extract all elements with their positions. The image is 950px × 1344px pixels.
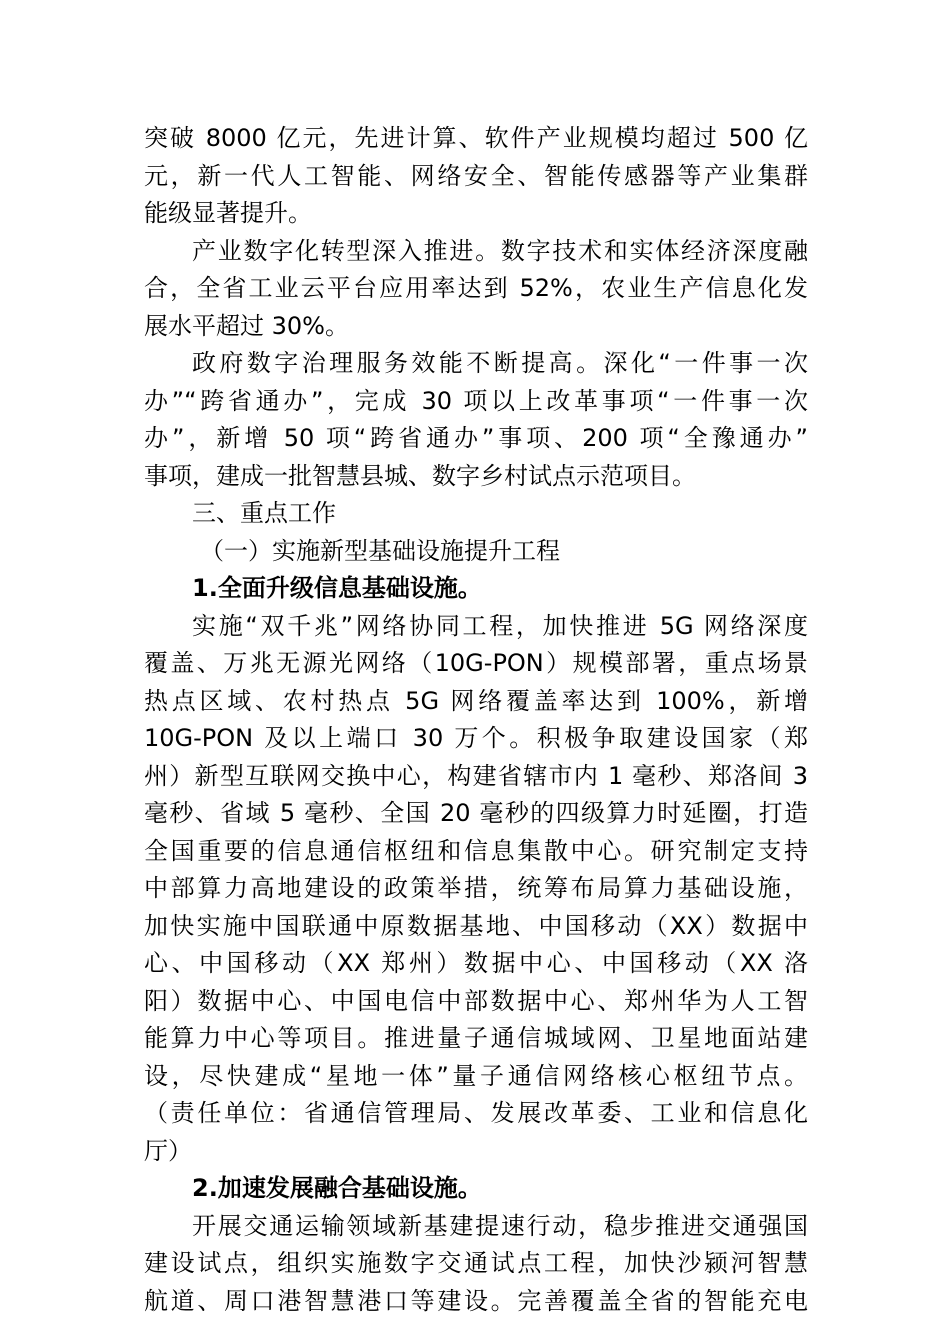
text-line: 元，新一代人工智能、网络安全、智能传感器等产业集群 (144, 161, 808, 190)
text-line: 展水平超过 30%。 (144, 311, 349, 340)
paragraph-start-line: 开展交通运输领域新基建提速行动，稳步推进交通强国 (192, 1211, 808, 1240)
text-line: 全国重要的信息通信枢纽和信息集散中心。研究制定支持 (144, 836, 808, 865)
text-line: 建设试点，组织实施数字交通试点工程，加快沙颍河智慧 (144, 1249, 808, 1277)
text-line: 热点区域、农村热点 5G 网络覆盖率达到 100%，新增 (144, 686, 808, 715)
text-line: 能算力中心等项目。推进量子通信城域网、卫星地面站建 (144, 1024, 808, 1052)
text-line: 事项，建成一批智慧县城、数字乡村试点示范项目。 (144, 461, 696, 490)
text-line: 中部算力高地建设的政策举措，统筹布局算力基础设施， (144, 874, 808, 902)
text-line: 办”，新增 50 项“跨省通办”事项、200 项“全豫通办” (144, 424, 808, 452)
section-heading: 三、重点工作 (192, 499, 336, 527)
text-line: 毫秒、省域 5 毫秒、全国 20 毫秒的四级算力时延圈，打造 (144, 799, 808, 827)
paragraph-start-line: 实施“双千兆”网络协同工程，加快推进 5G 网络深度 (192, 611, 808, 640)
subsection-heading: （一）实施新型基础设施提升工程 (200, 536, 560, 565)
text-line: 合，全省工业云平台应用率达到 52%，农业生产信息化发 (144, 274, 808, 302)
text-line: 州）新型互联网交换中心，构建省辖市内 1 毫秒、郑洛间 3 (144, 761, 808, 790)
document-body (144, 120, 808, 1320)
text-line: 突破 8000 亿元，先进计算、软件产业规模均超过 500 亿 (144, 124, 808, 152)
text-line: 办”“跨省通办”，完成 30 项以上改革事项“一件事一次 (144, 386, 808, 415)
text-line: 10G-PON 及以上端口 30 万个。积极争取建设国家（郑 (144, 724, 808, 752)
text-line: 设，尽快建成“星地一体”量子通信网络核心枢纽节点。 (144, 1061, 808, 1090)
text-line: （责任单位：省通信管理局、发展改革委、工业和信息化 (144, 1099, 808, 1127)
text-line: 能级显著提升。 (144, 199, 312, 227)
item-heading: 1.全面升级信息基础设施。 (192, 574, 482, 602)
text-line: 厅） (144, 1136, 192, 1165)
text-line: 心、中国移动（XX 郑州）数据中心、中国移动（XX 洛 (144, 949, 808, 977)
text-line: 覆盖、万兆无源光网络（10G-PON）规模部署，重点场景 (144, 649, 808, 677)
text-line: 加快实施中国联通中原数据基地、中国移动（XX）数据中 (144, 911, 808, 940)
text-line: 航道、周口港智慧港口等建设。完善覆盖全省的智能充电 (144, 1286, 808, 1315)
text-line: 阳）数据中心、中国电信中部数据中心、郑州华为人工智 (144, 986, 808, 1015)
item-heading: 2.加速发展融合基础设施。 (192, 1174, 482, 1202)
paragraph-start-line: 产业数字化转型深入推进。数字技术和实体经济深度融 (192, 236, 808, 265)
paragraph-start-line: 政府数字治理服务效能不断提高。深化“一件事一次 (192, 349, 808, 377)
